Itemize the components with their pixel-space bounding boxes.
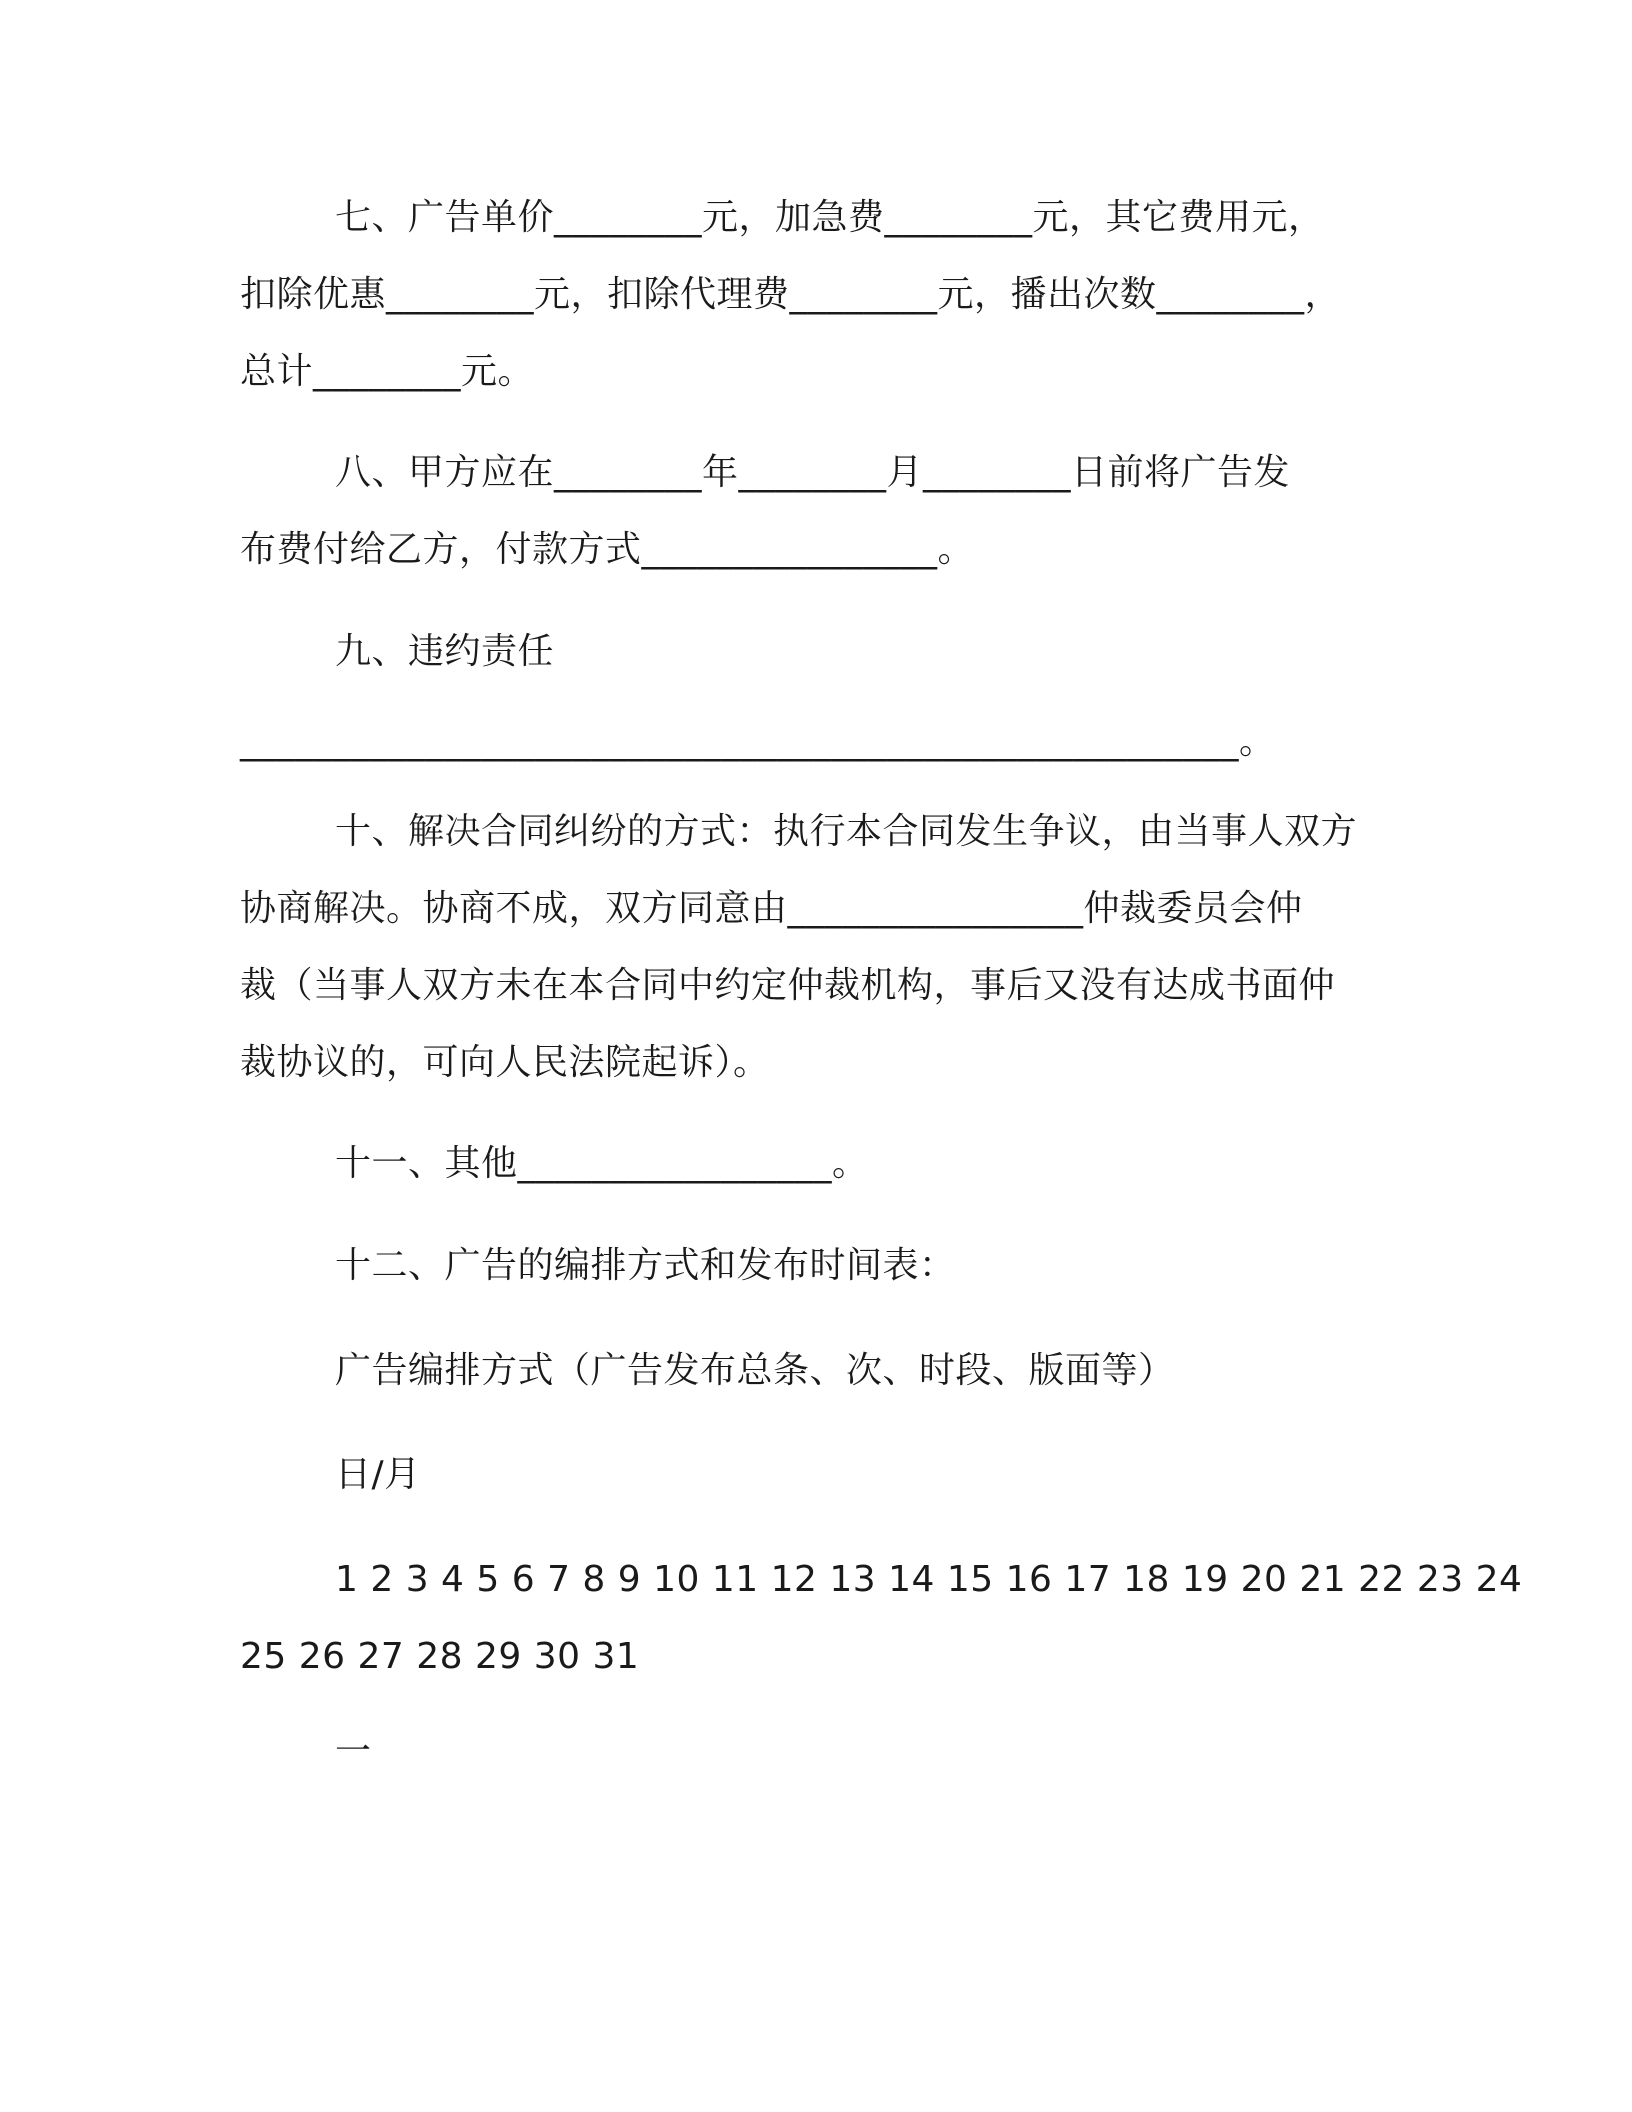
- clause-9-blank-line: ______________________________________________________。: [240, 721, 1276, 762]
- clause-8-line-2: 布费付给乙方，付款方式________________。: [240, 529, 975, 570]
- day-numbers-line-1: 1 2 3 4 5 6 7 8 9 10 11 12 13 14 15 16 17 18 19 20 21 22 23 24: [335, 1559, 1523, 1600]
- day-numbers-line-2: 25 26 27 28 29 30 31: [240, 1636, 640, 1677]
- schedule-method-label: 广告编排方式（广告发布总条、次、时段、版面等）: [335, 1350, 1175, 1391]
- list-marker-one: 一: [335, 1731, 372, 1772]
- clause-7-line-2: 扣除优惠________元，扣除代理费________元，播出次数________，: [240, 274, 1342, 315]
- clause-10-line-1: 十、解决合同纠纷的方式：执行本合同发生争议，由当事人双方: [335, 811, 1358, 852]
- clause-11-line: 十一、其他_________________。: [335, 1143, 869, 1184]
- clause-7-line-3: 总计________元。: [240, 351, 535, 392]
- clause-9-heading: 九、违约责任: [335, 631, 555, 672]
- clause-10-line-3: 裁（当事人双方未在本合同中约定仲裁机构，事后又没有达成书面仲: [240, 965, 1336, 1006]
- clause-8-line-1: 八、甲方应在________年________月________日前将广告发: [335, 452, 1291, 493]
- clause-10-line-4: 裁协议的，可向人民法院起诉）。: [240, 1042, 770, 1083]
- day-month-label: 日/月: [335, 1454, 421, 1495]
- clause-12-heading: 十二、广告的编排方式和发布时间表：: [335, 1245, 956, 1286]
- clause-7-line-1: 七、广告单价________元，加急费________元，其它费用元，: [335, 197, 1325, 238]
- clause-10-line-2: 协商解决。协商不成，双方同意由________________仲裁委员会仲: [240, 888, 1303, 929]
